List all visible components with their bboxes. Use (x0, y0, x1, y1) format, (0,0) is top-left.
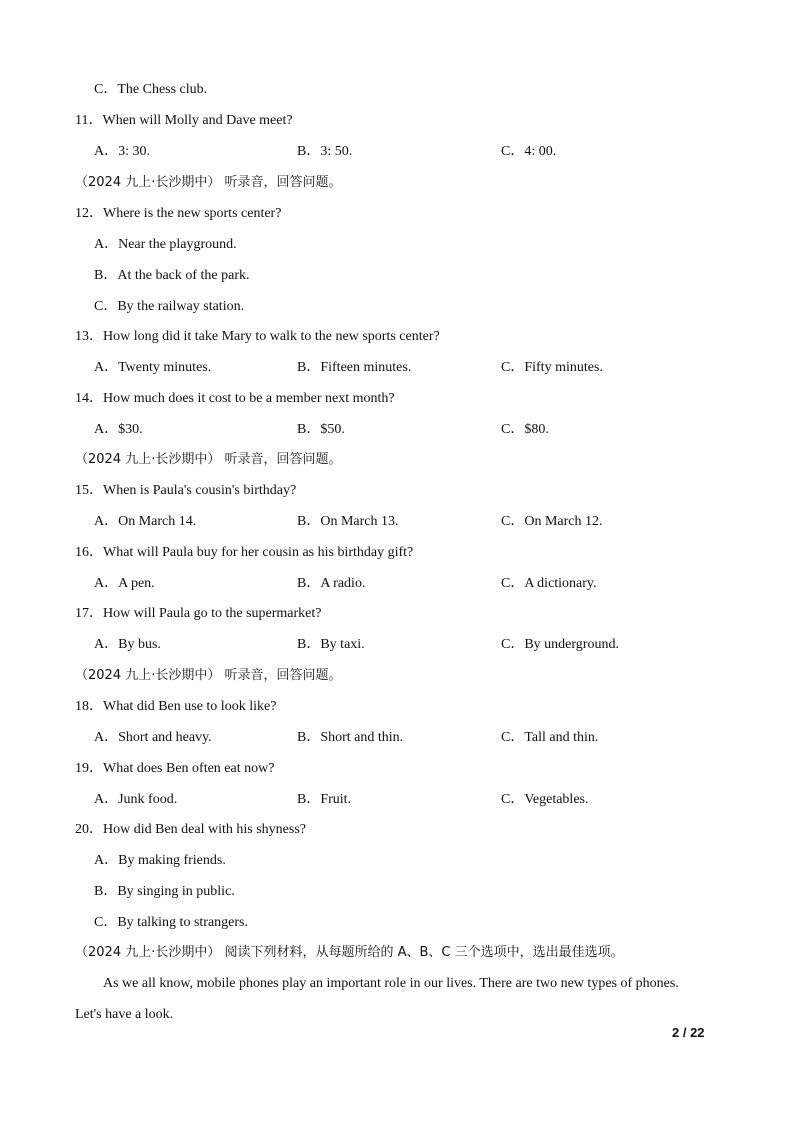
option-a: A．Twenty minutes. (94, 360, 212, 375)
option-b: B．A radio. (297, 576, 366, 591)
option-a: A．A pen. (94, 576, 155, 591)
option-a: A．Near the playground. (94, 237, 237, 252)
source-note: （2024 九上·长沙期中） 听录音，回答问题。 (75, 175, 342, 190)
question-18: 18．What did Ben use to look like? (75, 699, 277, 714)
option-a: A．Junk food. (94, 792, 178, 807)
option-c: C．By underground. (501, 637, 619, 652)
option-c: C．Fifty minutes. (501, 360, 603, 375)
option-b: B．Short and thin. (297, 730, 404, 745)
option-b: B．On March 13. (297, 514, 399, 529)
option-c: C．4: 00. (501, 144, 557, 159)
passage-text: Let's have a look. (75, 1007, 174, 1022)
option-c: C．On March 12. (501, 514, 603, 529)
option-a: A．By making friends. (94, 853, 226, 868)
option-b: B．At the back of the park. (94, 268, 250, 283)
question-14: 14．How much does it cost to be a member next month? (75, 391, 395, 406)
question-17: 17．How will Paula go to the supermarket? (75, 606, 322, 621)
question-13: 13．How long did it take Mary to walk to the new sports center? (75, 329, 440, 344)
question-16: 16．What will Paula buy for her cousin as his birthday gift? (75, 545, 414, 560)
option-b: B．3: 50. (297, 144, 353, 159)
question-19: 19．What does Ben often eat now? (75, 761, 275, 776)
option-a: A．On March 14. (94, 514, 197, 529)
question-12: 12．Where is the new sports center? (75, 206, 282, 221)
question-20: 20．How did Ben deal with his shyness? (75, 822, 306, 837)
option-b: B．Fruit. (297, 792, 352, 807)
question-15: 15．When is Paula's cousin's birthday? (75, 483, 297, 498)
option-c: C．By the railway station. (94, 299, 245, 314)
option-b: B．By taxi. (297, 637, 365, 652)
option-c: C．$80. (501, 422, 549, 437)
option-c: C．By talking to strangers. (94, 915, 248, 930)
source-note: （2024 九上·长沙期中） 听录音，回答问题。 (75, 452, 342, 467)
option-a: A．By bus. (94, 637, 161, 652)
source-note: （2024 九上·长沙期中） 听录音，回答问题。 (75, 668, 342, 683)
option-c: C．Tall and thin. (501, 730, 599, 745)
option-b: B．$50. (297, 422, 345, 437)
source-note: （2024 九上·长沙期中） 阅读下列材料，从每题所给的 A、B、C 三个选项中，选出最佳选项。 (75, 945, 624, 960)
option-a: A．3: 30. (94, 144, 150, 159)
page-number: 2 / 22 (672, 1025, 705, 1040)
question-11: 11．When will Molly and Dave meet? (75, 113, 293, 128)
option-b: B．Fifteen minutes. (297, 360, 412, 375)
option-c: C．The Chess club. (94, 82, 208, 97)
option-c: C．A dictionary. (501, 576, 597, 591)
option-c: C．Vegetables. (501, 792, 589, 807)
option-a: A．$30. (94, 422, 143, 437)
passage-text: As we all know, mobile phones play an important role in our lives. There are two new types of phones. (103, 976, 679, 991)
option-b: B．By singing in public. (94, 884, 235, 899)
option-a: A．Short and heavy. (94, 730, 212, 745)
